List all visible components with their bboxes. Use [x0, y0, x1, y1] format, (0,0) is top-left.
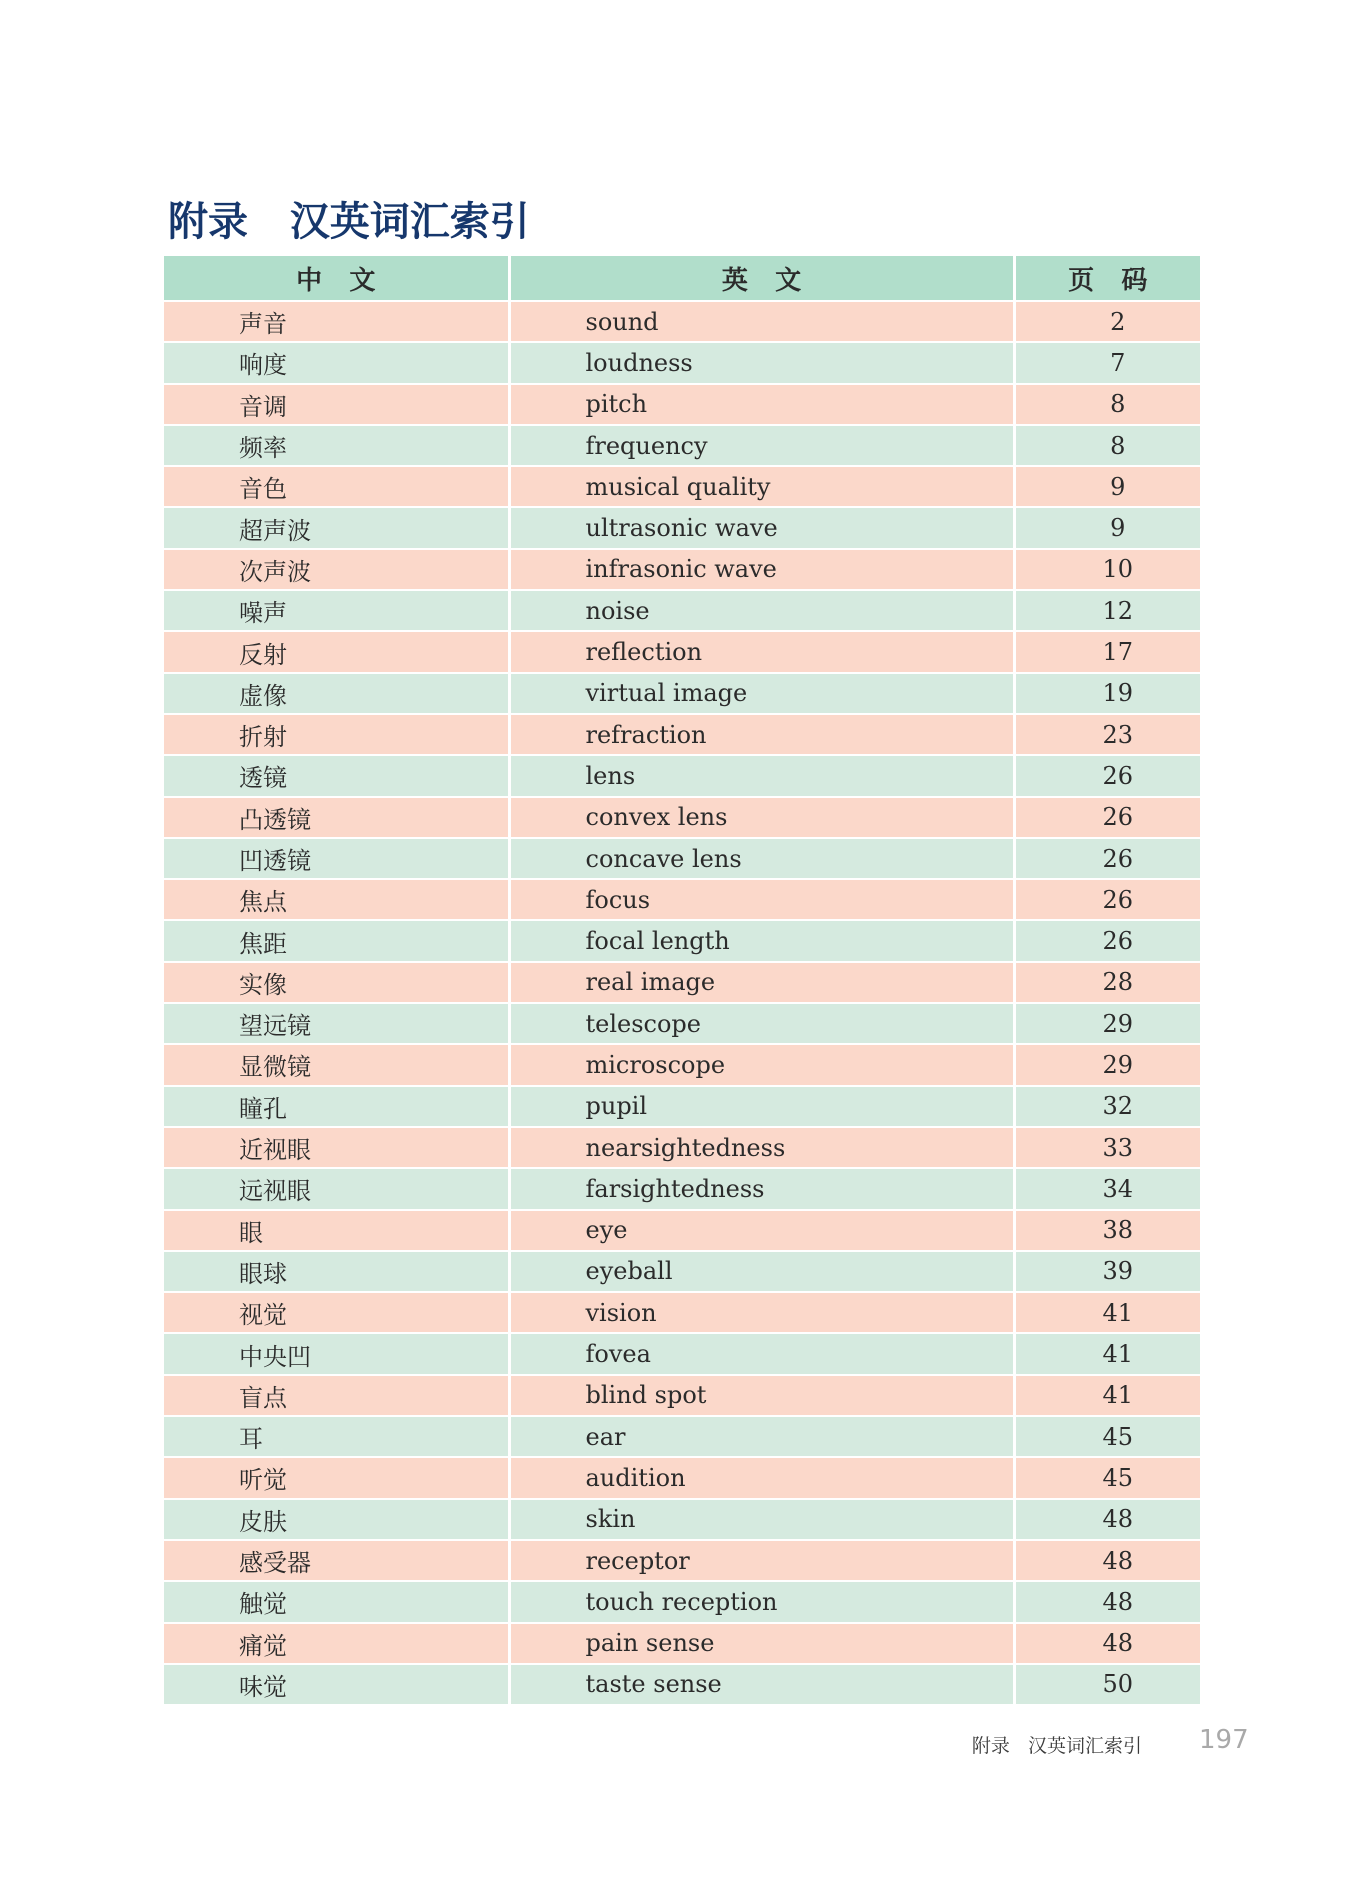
page-number-cell: 28	[1014, 962, 1200, 1003]
table-row	[164, 1292, 1200, 1333]
page-number-cell: 41	[1014, 1333, 1200, 1374]
page-number-cell: 38	[1014, 1210, 1200, 1251]
table-row	[164, 1540, 1200, 1581]
table-row	[164, 549, 1200, 590]
table-row	[164, 425, 1200, 466]
chinese-term-cell: 眼球	[164, 1251, 509, 1292]
page-number-cell: 10	[1014, 549, 1200, 590]
table-row	[164, 1044, 1200, 1085]
table-row	[164, 1375, 1200, 1416]
chinese-term-cell: 凸透镜	[164, 797, 509, 838]
page-number-cell: 29	[1014, 1003, 1200, 1044]
page-number-cell: 7	[1014, 342, 1200, 383]
english-term-cell: real image	[509, 962, 1014, 1003]
english-term-cell: infrasonic wave	[509, 549, 1014, 590]
chinese-term-cell: 望远镜	[164, 1003, 509, 1044]
chinese-term-cell: 音调	[164, 384, 509, 425]
english-term-cell: pupil	[509, 1086, 1014, 1127]
english-term-cell: nearsightedness	[509, 1127, 1014, 1168]
table-row	[164, 507, 1200, 548]
english-term-cell: lens	[509, 755, 1014, 796]
page-number-cell: 19	[1014, 673, 1200, 714]
page-number-cell: 29	[1014, 1044, 1200, 1085]
table-row	[164, 1499, 1200, 1540]
english-term-cell: audition	[509, 1457, 1014, 1498]
page-number-cell: 8	[1014, 425, 1200, 466]
table-row	[164, 1457, 1200, 1498]
header-page: 页 码	[1014, 256, 1200, 301]
english-term-cell: microscope	[509, 1044, 1014, 1085]
english-term-cell: skin	[509, 1499, 1014, 1540]
page-number-cell: 23	[1014, 714, 1200, 755]
page-number-cell: 2	[1014, 301, 1200, 342]
table-row	[164, 1623, 1200, 1664]
english-term-cell: reflection	[509, 631, 1014, 672]
page-number-cell: 41	[1014, 1375, 1200, 1416]
table-row	[164, 797, 1200, 838]
chinese-term-cell: 中央凹	[164, 1333, 509, 1374]
table-row	[164, 590, 1200, 631]
english-term-cell: touch reception	[509, 1581, 1014, 1622]
english-term-cell: pain sense	[509, 1623, 1014, 1664]
page-title: 附录 汉英词汇索引	[168, 199, 530, 245]
chinese-term-cell: 盲点	[164, 1375, 509, 1416]
table-row	[164, 1168, 1200, 1209]
chinese-term-cell: 次声波	[164, 549, 509, 590]
page-number-cell: 34	[1014, 1168, 1200, 1209]
chinese-term-cell: 超声波	[164, 507, 509, 548]
chinese-term-cell: 近视眼	[164, 1127, 509, 1168]
english-term-cell: farsightedness	[509, 1168, 1014, 1209]
page-number-cell: 26	[1014, 879, 1200, 920]
header-english: 英 文	[509, 256, 1014, 301]
english-term-cell: refraction	[509, 714, 1014, 755]
chinese-term-cell: 视觉	[164, 1292, 509, 1333]
english-term-cell: vision	[509, 1292, 1014, 1333]
page-number-cell: 8	[1014, 384, 1200, 425]
chinese-term-cell: 显微镜	[164, 1044, 509, 1085]
page-number-cell: 45	[1014, 1457, 1200, 1498]
english-term-cell: loudness	[509, 342, 1014, 383]
chinese-term-cell: 透镜	[164, 755, 509, 796]
page-number-cell: 48	[1014, 1623, 1200, 1664]
table-row	[164, 1003, 1200, 1044]
table-row	[164, 342, 1200, 383]
english-term-cell: frequency	[509, 425, 1014, 466]
table-row	[164, 631, 1200, 672]
chinese-term-cell: 响度	[164, 342, 509, 383]
table-row	[164, 1416, 1200, 1457]
chinese-term-cell: 反射	[164, 631, 509, 672]
english-term-cell: ultrasonic wave	[509, 507, 1014, 548]
page-number-cell: 26	[1014, 797, 1200, 838]
chinese-term-cell: 耳	[164, 1416, 509, 1457]
page-number-cell: 48	[1014, 1581, 1200, 1622]
chinese-term-cell: 触觉	[164, 1581, 509, 1622]
chinese-term-cell: 实像	[164, 962, 509, 1003]
chinese-term-cell: 皮肤	[164, 1499, 509, 1540]
table-row	[164, 1251, 1200, 1292]
chinese-term-cell: 远视眼	[164, 1168, 509, 1209]
chinese-term-cell: 声音	[164, 301, 509, 342]
page-number-cell: 32	[1014, 1086, 1200, 1127]
chinese-term-cell: 虚像	[164, 673, 509, 714]
english-term-cell: blind spot	[509, 1375, 1014, 1416]
chinese-term-cell: 频率	[164, 425, 509, 466]
chinese-term-cell: 噪声	[164, 590, 509, 631]
english-term-cell: focal length	[509, 920, 1014, 961]
chinese-term-cell: 焦点	[164, 879, 509, 920]
chinese-term-cell: 凹透镜	[164, 838, 509, 879]
chinese-term-cell: 瞳孔	[164, 1086, 509, 1127]
table-row	[164, 1086, 1200, 1127]
page-number-cell: 50	[1014, 1664, 1200, 1705]
page-number-cell: 17	[1014, 631, 1200, 672]
english-term-cell: receptor	[509, 1540, 1014, 1581]
table-row	[164, 1210, 1200, 1251]
chinese-term-cell: 味觉	[164, 1664, 509, 1705]
table-row	[164, 1581, 1200, 1622]
table-row	[164, 920, 1200, 961]
page-number-cell: 12	[1014, 590, 1200, 631]
table-row	[164, 384, 1200, 425]
english-term-cell: musical quality	[509, 466, 1014, 507]
header-chinese: 中 文	[164, 256, 509, 301]
table-row	[164, 1333, 1200, 1374]
english-term-cell: convex lens	[509, 797, 1014, 838]
page-number: 197	[1199, 1725, 1249, 1755]
page-number-cell: 45	[1014, 1416, 1200, 1457]
table-row	[164, 466, 1200, 507]
english-term-cell: fovea	[509, 1333, 1014, 1374]
table-row	[164, 962, 1200, 1003]
chinese-term-cell: 折射	[164, 714, 509, 755]
page-number-cell: 48	[1014, 1540, 1200, 1581]
english-term-cell: eye	[509, 1210, 1014, 1251]
english-term-cell: focus	[509, 879, 1014, 920]
english-term-cell: telescope	[509, 1003, 1014, 1044]
english-term-cell: virtual image	[509, 673, 1014, 714]
chinese-term-cell: 感受器	[164, 1540, 509, 1581]
page-number-cell: 9	[1014, 466, 1200, 507]
page-number-cell: 48	[1014, 1499, 1200, 1540]
english-term-cell: concave lens	[509, 838, 1014, 879]
english-term-cell: pitch	[509, 384, 1014, 425]
table-row	[164, 1664, 1200, 1705]
page-number-cell: 9	[1014, 507, 1200, 548]
page-number-cell: 26	[1014, 838, 1200, 879]
english-term-cell: noise	[509, 590, 1014, 631]
table-row	[164, 879, 1200, 920]
english-term-cell: taste sense	[509, 1664, 1014, 1705]
table-row	[164, 838, 1200, 879]
page-number-cell: 26	[1014, 920, 1200, 961]
english-term-cell: sound	[509, 301, 1014, 342]
chinese-term-cell: 音色	[164, 466, 509, 507]
table-row	[164, 714, 1200, 755]
english-term-cell: eyeball	[509, 1251, 1014, 1292]
table-row	[164, 755, 1200, 796]
page-number-cell: 39	[1014, 1251, 1200, 1292]
english-term-cell: ear	[509, 1416, 1014, 1457]
table-body	[164, 301, 1200, 1705]
vocabulary-index-table	[164, 256, 1200, 1706]
chinese-term-cell: 焦距	[164, 920, 509, 961]
page-number-cell: 26	[1014, 755, 1200, 796]
page-number-cell: 41	[1014, 1292, 1200, 1333]
table-row	[164, 1127, 1200, 1168]
table-header-row	[164, 256, 1200, 301]
chinese-term-cell: 眼	[164, 1210, 509, 1251]
table-row	[164, 301, 1200, 342]
table-row	[164, 673, 1200, 714]
running-footer-label: 附录 汉英词汇索引	[971, 1735, 1142, 1757]
chinese-term-cell: 听觉	[164, 1457, 509, 1498]
page-number-cell: 33	[1014, 1127, 1200, 1168]
chinese-term-cell: 痛觉	[164, 1623, 509, 1664]
